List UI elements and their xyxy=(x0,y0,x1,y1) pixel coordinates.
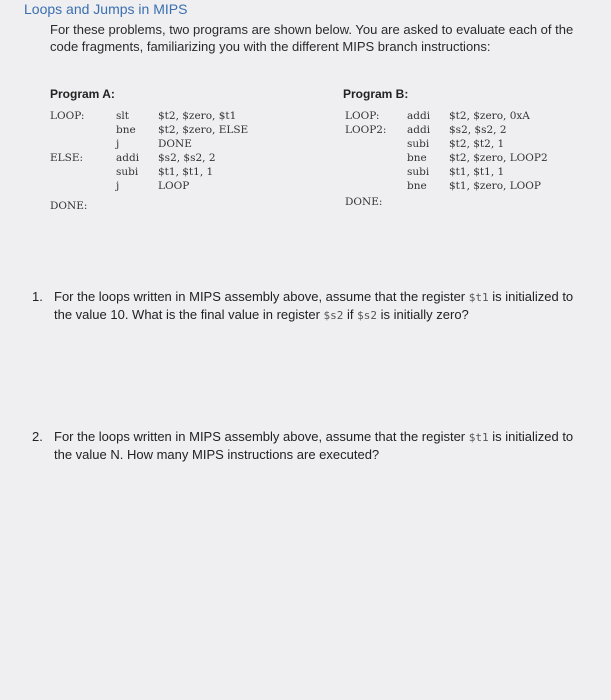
question-text: For the loops written in MIPS assembly above, assume that the register $t1 is initialized to the value 10. What is the final value in register $s2 if $s2 is initially zero? xyxy=(54,289,574,322)
question-number: 1. xyxy=(32,289,43,304)
code-opcode: subi xyxy=(407,166,430,178)
program-a-code xyxy=(50,110,310,220)
code-label: LOOP2: xyxy=(345,124,387,136)
intro-text: For these problems, two programs are shown below. You are asked to evaluate each of the code fragments, familiarizing you with the different MIPS branch instructions: xyxy=(50,22,574,54)
question-text: For the loops written in MIPS assembly above, assume that the register $t1 is initialized to the value N. How many MIPS instructions are executed? xyxy=(54,429,574,462)
code-opcode: subi xyxy=(116,166,139,178)
code-opcode: subi xyxy=(407,138,430,150)
program-b-heading: Program B: xyxy=(343,87,409,101)
program-b-code xyxy=(345,110,605,220)
code-operands: $t2, $zero, LOOP2 xyxy=(449,152,548,164)
code-operands: LOOP xyxy=(158,180,190,192)
code-label: LOOP: xyxy=(50,110,85,122)
program-a-heading: Program A: xyxy=(50,87,115,101)
code-opcode: addi xyxy=(407,124,431,136)
page-title: Loops and Jumps in MIPS xyxy=(24,1,188,17)
code-operands: $t1, $t1, 1 xyxy=(449,166,505,178)
code-operands: $t1, $t1, 1 xyxy=(158,166,214,178)
code-operands: DONE xyxy=(158,138,192,150)
code-operands: $s2, $s2, 2 xyxy=(158,152,216,164)
code-opcode: bne xyxy=(407,152,427,164)
code-label: ELSE: xyxy=(50,152,84,164)
question-2 xyxy=(32,428,592,468)
code-opcode: bne xyxy=(407,180,427,192)
code-opcode: j xyxy=(116,180,120,192)
code-operands: $s2, $s2, 2 xyxy=(449,124,507,136)
code-opcode: slt xyxy=(116,110,129,122)
code-label: LOOP: xyxy=(345,110,380,122)
code-operands: $t2, $zero, $t1 xyxy=(158,110,237,122)
question-1 xyxy=(32,288,592,328)
code-opcode: j xyxy=(116,138,120,150)
code-opcode: bne xyxy=(116,124,136,136)
code-opcode: addi xyxy=(116,152,140,164)
code-operands: $t2, $zero, ELSE xyxy=(158,124,249,136)
code-operands: $t1, $zero, LOOP xyxy=(449,180,541,192)
code-operands: $t2, $zero, 0xA xyxy=(449,110,530,122)
code-label: DONE: xyxy=(50,200,88,212)
question-number: 2. xyxy=(32,429,43,444)
code-opcode: addi xyxy=(407,110,431,122)
code-operands: $t2, $t2, 1 xyxy=(449,138,505,150)
code-label: DONE: xyxy=(345,196,383,208)
